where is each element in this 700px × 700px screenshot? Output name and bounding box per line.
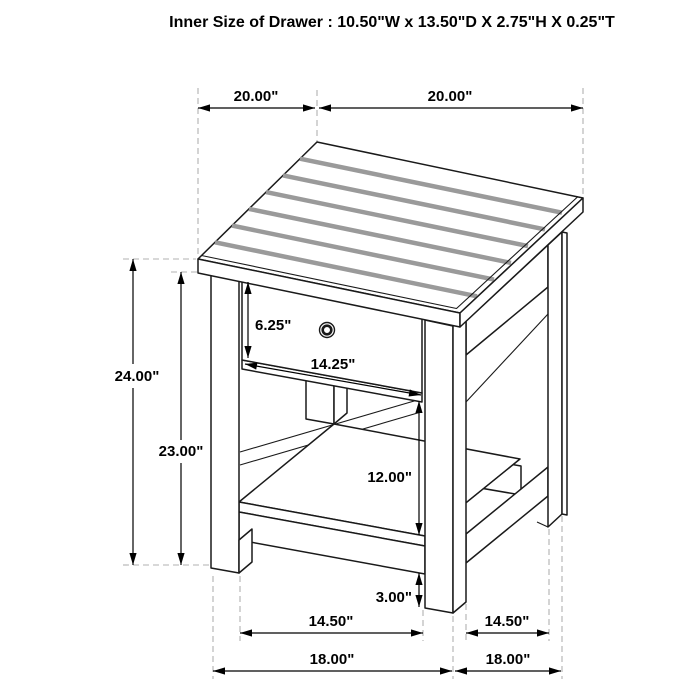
diagram-title: Inner Size of Drawer : 10.50"W x 13.50"D X 2.75"H X 0.25"T <box>169 14 615 31</box>
dim-label-shelf-clearance: 12.00" <box>367 469 412 486</box>
dim-label-front-base-width: 18.00" <box>309 651 355 668</box>
dim-label-front-leg-gap: 14.50" <box>308 613 354 630</box>
dim-label-drawer-width: 14.25" <box>310 356 356 373</box>
front-right-leg <box>425 320 466 613</box>
dim-label-side-base-depth: 18.00" <box>485 651 531 668</box>
dim-label-foot-clearance: 3.00" <box>375 589 412 606</box>
dim-label-top-width: 20.00" <box>427 88 473 105</box>
dim-label-underside-height: 23.00" <box>158 443 204 460</box>
dim-label-top-depth: 20.00" <box>233 88 279 105</box>
dim-label-side-leg-gap: 14.50" <box>484 613 530 630</box>
dim-label-drawer-height: 6.25" <box>255 317 292 334</box>
dim-label-overall-height: 24.00" <box>114 368 160 385</box>
